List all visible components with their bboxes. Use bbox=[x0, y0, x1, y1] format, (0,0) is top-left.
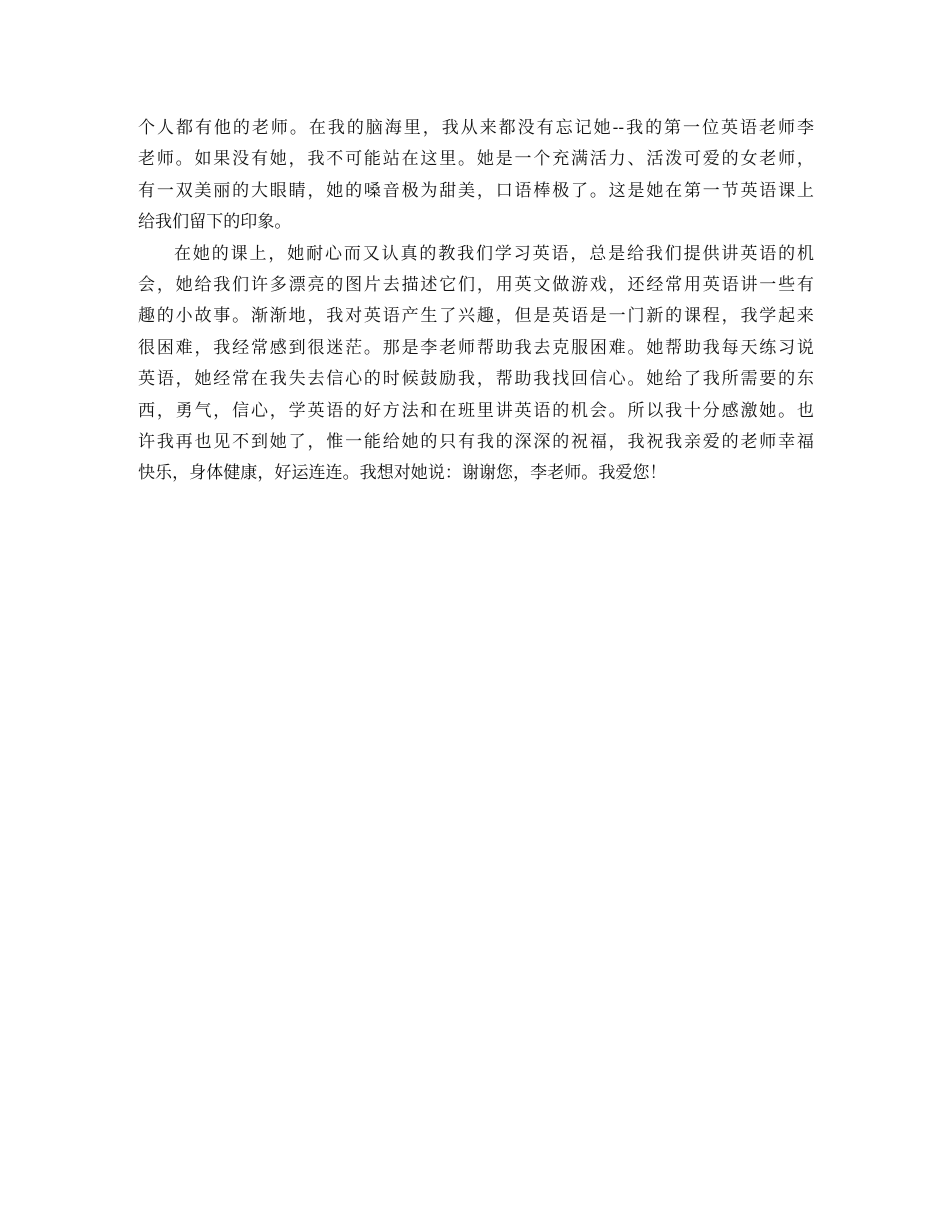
text-line: 有一双美丽的大眼睛，她的嗓音极为甜美，口语棒极了。这是她在第一节英语课上 bbox=[138, 180, 814, 201]
text-line: 在她的课上，她耐心而又认真的教我们学习英语，总是给我们提供讲英语的机 bbox=[174, 243, 814, 264]
paragraph-1 bbox=[138, 113, 814, 239]
text-line: 会，她给我们许多漂亮的图片去描述它们，用英文做游戏，还经常用英语讲一些有 bbox=[138, 275, 814, 296]
text-line: 趣的小故事。渐渐地，我对英语产生了兴趣，但是英语是一门新的课程，我学起来 bbox=[138, 306, 814, 327]
text-line: 英语，她经常在我失去信心的时候鼓励我，帮助我找回信心。她给了我所需要的东 bbox=[138, 369, 814, 390]
text-line: 快乐，身体健康，好运连连。我想对她说：谢谢您，李老师。我爱您！ bbox=[138, 463, 667, 484]
text-line: 个人都有他的老师。在我的脑海里，我从来都没有忘记她--我的第一位英语老师李 bbox=[138, 118, 814, 138]
document-body bbox=[138, 113, 814, 490]
text-line: 西，勇气，信心，学英语的好方法和在班里讲英语的机会。所以我十分感激她。也 bbox=[138, 400, 814, 421]
text-line: 很困难，我经常感到很迷茫。那是李老师帮助我去克服困难。她帮助我每天练习说 bbox=[138, 337, 814, 358]
text-line: 许我再也见不到她了，惟一能给她的只有我的深深的祝福，我祝我亲爱的老师幸福 bbox=[138, 432, 814, 453]
text-line: 给我们留下的印象。 bbox=[138, 212, 292, 233]
paragraph-2 bbox=[138, 239, 814, 490]
text-line: 老师。如果没有她，我不可能站在这里。她是一个充满活力、活泼可爱的女老师， bbox=[138, 149, 814, 170]
